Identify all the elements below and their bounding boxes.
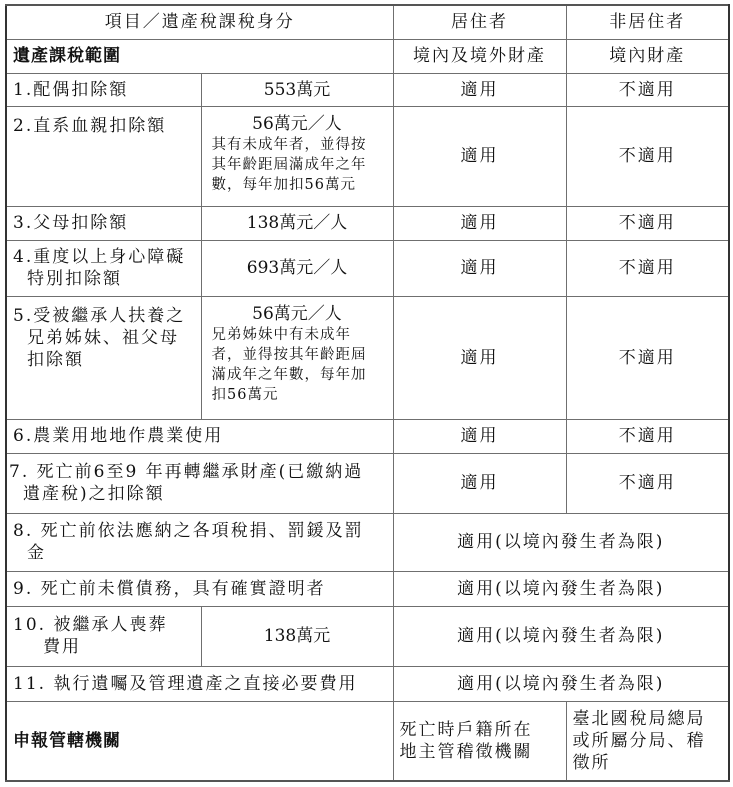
table-row (6, 419, 729, 453)
item-label-line: 兄弟姊妹、祖父母 (27, 327, 179, 348)
item-amount: 138萬元 (201, 606, 393, 666)
non-resident-cell: 不適用 (566, 240, 729, 296)
table-row (6, 513, 729, 571)
item-label-cell (6, 513, 393, 571)
jurisdiction-non-resident-line: 或所屬分局、稽 (572, 730, 706, 751)
item-amount: 553萬元 (201, 73, 393, 106)
item-label-line: 4.重度以上身心障礙 (13, 247, 186, 267)
item-note-line: 其有未成年者，並得按 (211, 136, 367, 153)
resident-cell: 適用 (393, 73, 566, 106)
non-resident-cell: 不適用 (566, 206, 729, 240)
item-label-cell (6, 606, 201, 666)
non-resident-cell: 不適用 (566, 419, 729, 453)
header-resident: 居住者 (393, 5, 566, 39)
item-label: 1.配偶扣除額 (6, 73, 201, 106)
item-label: 6.農業用地地作農業使用 (6, 419, 393, 453)
item-label-line: 7. 死亡前6至9 年再轉繼承財產(已繳納過 (9, 462, 364, 482)
jurisdiction-non-resident-line: 臺北國稅局總局 (572, 708, 706, 729)
resident-cell: 適用 (393, 240, 566, 296)
non-resident-cell: 不適用 (566, 453, 729, 513)
jurisdiction-label: 申報管轄機關 (6, 701, 393, 781)
table-row (6, 571, 729, 606)
table-row (6, 73, 729, 106)
item-amount: 138萬元／人 (201, 206, 393, 240)
jurisdiction-resident-line: 地主管稽徵機關 (399, 741, 533, 762)
item-note-line: 數，每年加扣56萬元 (211, 176, 356, 193)
item-label-cell (6, 296, 201, 419)
item-label: 11. 執行遺囑及管理遺產之直接必要費用 (6, 666, 393, 701)
item-amount: 56萬元／人 (252, 113, 342, 134)
table-row (6, 240, 729, 296)
resident-cell: 適用 (393, 453, 566, 513)
both-cell: 適用(以境內發生者為限) (393, 666, 729, 701)
both-cell: 適用(以境內發生者為限) (393, 606, 729, 666)
scope-label: 遺產課稅範圍 (6, 39, 393, 73)
table-row (6, 206, 729, 240)
scope-row (6, 39, 729, 73)
item-note-line: 兄弟姊妹中有未成年 (211, 326, 351, 343)
item-label-cell (6, 453, 393, 513)
non-resident-cell: 不適用 (566, 296, 729, 419)
header-row (6, 5, 729, 39)
table-row (6, 606, 729, 666)
jurisdiction-resident-line: 死亡時戶籍所在 (399, 719, 533, 740)
item-amount-cell (201, 296, 393, 419)
item-label-line: 遺產稅)之扣除額 (23, 484, 165, 504)
item-label: 3.父母扣除額 (6, 206, 201, 240)
item-note-line: 其年齡距屆滿成年之年 (211, 156, 367, 173)
item-amount-cell (201, 106, 393, 206)
resident-cell: 適用 (393, 419, 566, 453)
jurisdiction-row (6, 701, 729, 781)
item-label: 2.直系血親扣除額 (6, 106, 201, 206)
resident-cell: 適用 (393, 106, 566, 206)
item-label-line: 扣除額 (27, 349, 84, 370)
non-resident-cell: 不適用 (566, 106, 729, 206)
item-label-cell (6, 240, 201, 296)
header-item-identity: 項目／遺產稅課稅身分 (6, 5, 393, 39)
item-label-line: 5.受被繼承人扶養之 (13, 305, 186, 326)
both-cell: 適用(以境內發生者為限) (393, 571, 729, 606)
item-label: 9. 死亡前未償債務，具有確實證明者 (6, 571, 393, 606)
item-amount: 56萬元／人 (252, 303, 342, 324)
item-label-line: 費用 (43, 637, 81, 657)
table-row (6, 106, 729, 206)
item-note-line: 者，並得按其年齡距屆 (211, 346, 367, 363)
header-non-resident: 非居住者 (566, 5, 729, 39)
resident-cell: 適用 (393, 296, 566, 419)
jurisdiction-non-resident-cell (566, 701, 729, 781)
table-row (6, 666, 729, 701)
item-label-line: 10. 被繼承人喪葬 (13, 615, 168, 635)
non-resident-cell: 不適用 (566, 73, 729, 106)
item-note-line: 扣56萬元 (211, 386, 279, 403)
scope-resident: 境內及境外財產 (393, 39, 566, 73)
table-row (6, 453, 729, 513)
item-amount: 693萬元／人 (201, 240, 393, 296)
resident-cell: 適用 (393, 206, 566, 240)
estate-tax-table (5, 4, 730, 782)
item-label-line: 金 (27, 543, 46, 563)
item-label-line: 特別扣除額 (27, 269, 122, 289)
jurisdiction-resident-cell (393, 701, 566, 781)
both-cell: 適用(以境內發生者為限) (393, 513, 729, 571)
item-label-line: 8. 死亡前依法應納之各項稅捐、罰鍰及罰 (13, 521, 364, 541)
scope-non-resident: 境內財產 (566, 39, 729, 73)
item-note-line: 滿成年之年數，每年加 (211, 366, 367, 383)
jurisdiction-non-resident-line: 徵所 (572, 752, 611, 773)
table-row (6, 296, 729, 419)
